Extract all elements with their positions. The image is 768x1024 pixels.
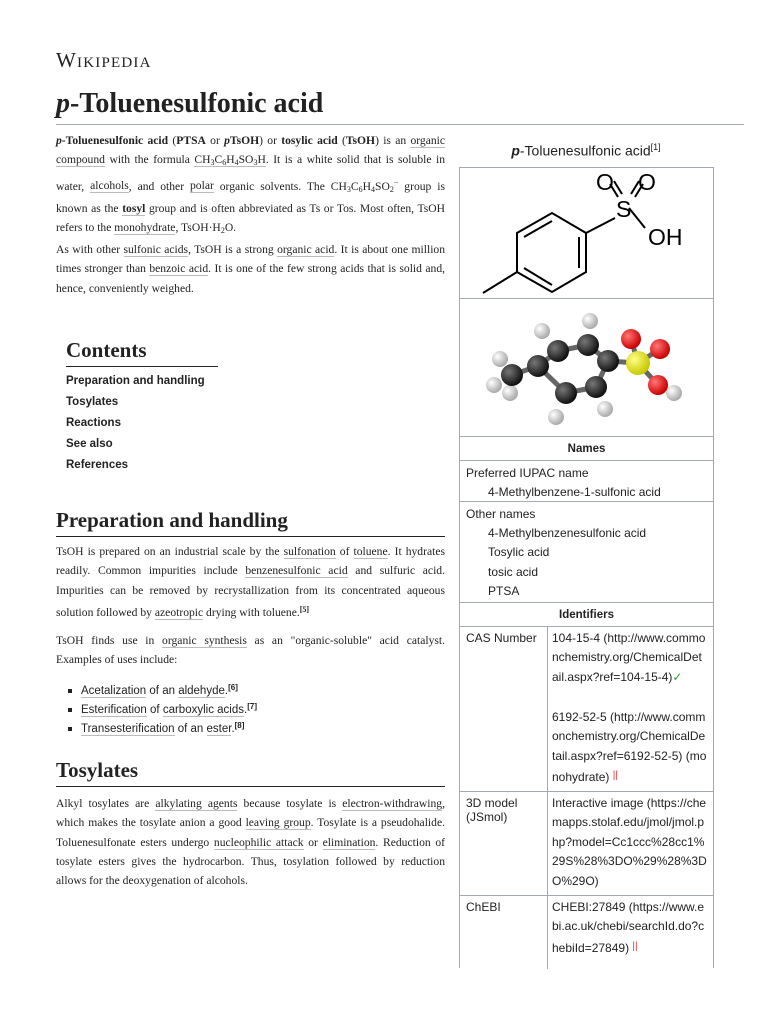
infobox-title: p-Toluenesulfonic acid[1] <box>511 142 661 159</box>
infobox-jsmol-row <box>460 791 713 896</box>
ref-5[interactable]: [5] <box>299 604 310 614</box>
link-alkylating-agents[interactable]: alkylating agents <box>155 797 238 810</box>
chebi-label: ChEBI <box>466 900 501 914</box>
wikipedia-logo[interactable]: Wikipedia <box>56 48 152 72</box>
other-name: Tosylic acid <box>488 545 550 559</box>
toc-heading: Contents <box>66 338 218 367</box>
link-sulfonation[interactable]: sulfonation <box>283 545 336 558</box>
link-tosyl[interactable]: tosyl <box>122 201 146 215</box>
section-heading-preparation: Preparation and handling <box>56 508 445 537</box>
link-transesterification[interactable]: Transesterification <box>81 723 175 735</box>
infobox-iupac-row <box>460 460 713 502</box>
uses-list <box>56 683 445 740</box>
other-name: 4-Methylbenzenesulfonic acid <box>488 526 647 540</box>
verify-icon[interactable]: || <box>632 940 638 952</box>
link-alcohols[interactable]: alcohols <box>90 179 129 193</box>
divider <box>547 896 548 969</box>
link-esterification[interactable]: Esterification <box>81 704 147 716</box>
skeletal-structure-image[interactable] <box>460 168 713 298</box>
atom-label: O <box>596 169 614 195</box>
link-benzenesulfonic-acid[interactable]: benzenesulfonic acid <box>245 564 348 578</box>
intro-paragraph-2: As with other sulfonic acids, TsOH is a strong organic acid. It is about one million times stronger than benzoic acid. It is one of the few strong acids that is solid and, hence, conveniently weighed. <box>56 243 446 295</box>
divider <box>547 792 548 896</box>
page-title: p-Toluenesulfonic acid <box>56 88 744 125</box>
toc-item-reactions[interactable]: Reactions <box>66 417 121 429</box>
c-s-bond <box>586 218 615 233</box>
iupac-label: Preferred IUPAC name <box>466 466 589 480</box>
iupac-value: 4-Methylbenzene-1-sulfonic acid <box>488 485 661 499</box>
infobox-names-header: Names <box>460 436 713 461</box>
toc-item-see-also[interactable]: See also <box>66 438 113 450</box>
cas-value-2[interactable]: 6192-52-5 (http://www.commonchemistry.org/ChemicalDetail.aspx?ref=6192-52-5) (monohydrate) || <box>552 710 707 785</box>
section-heading-tosylates: Tosylates <box>56 758 445 787</box>
ball-and-stick-model-image[interactable] <box>460 299 713 437</box>
link-monohydrate[interactable]: monohydrate <box>114 221 176 235</box>
infobox <box>459 167 714 968</box>
prep-paragraph-1: TsOH is prepared on an industrial scale by the sulfonation of toluene. It hydrates readily. Common impurities include benzenesulfonic acid and sulfuric acid. Impurities can be removed by recrystallization from its concentrated aqueous solution followed by azeotropic drying with toluene.[5] <box>56 545 445 619</box>
link-benzoic-acid[interactable]: benzoic acid <box>149 262 209 276</box>
benzene-ring <box>517 213 586 292</box>
link-azeotropic[interactable]: azeotropic <box>154 605 204 619</box>
toc-item-preparation[interactable]: Preparation and handling <box>66 375 205 387</box>
cas-value-1[interactable]: 104-15-4 (http://www.commonchemistry.org/ChemicalDetail.aspx?ref=104-15-4)✓ <box>552 631 706 684</box>
verify-icon[interactable]: || <box>612 770 618 782</box>
infobox-identifiers-header: Identifiers <box>460 602 713 627</box>
jsmol-value[interactable]: Interactive image (https://chemapps.stolaf.edu/jmol/jmol.php?model=Cc1ccc%28cc1%29S%28%3DO%29%28%3DO%29O) <box>552 796 707 888</box>
ref-8[interactable]: [8] <box>234 721 245 730</box>
methyl-bond <box>483 272 517 293</box>
link-organic-acid[interactable]: organic acid <box>277 243 335 256</box>
link-organic-compound[interactable]: organic compound <box>56 134 446 167</box>
other-names-label: Other names <box>466 507 536 521</box>
check-icon: ✓ <box>672 669 683 684</box>
link-carboxylic-acids[interactable]: carboxylic acids <box>162 704 244 716</box>
atom-label: S <box>616 196 632 222</box>
toc-item-references[interactable]: References <box>66 459 129 471</box>
cas-label: CAS Number <box>466 631 537 645</box>
ball-and-stick-row <box>460 298 713 437</box>
atom-label: OH <box>648 224 683 250</box>
jsmol-label: 3D model (JSmol) <box>466 796 518 824</box>
link-leaving-group[interactable]: leaving group <box>245 816 311 830</box>
list-item: Acetalization of an aldehyde.[6] <box>56 683 445 702</box>
toc-item-tosylates[interactable]: Tosylates <box>66 396 119 408</box>
link-formula[interactable]: $CH_3C_6H_4SO_3H$ <box>194 153 266 168</box>
atom-label: O <box>638 169 656 195</box>
list-item: Esterification of carboxylic acids.[7] <box>56 702 445 721</box>
link-organic-synthesis[interactable]: organic synthesis <box>162 634 247 647</box>
infobox-chebi-row <box>460 895 713 969</box>
infobox-other-names-row <box>460 501 713 603</box>
link-aldehyde[interactable]: aldehyde <box>178 685 225 697</box>
divider <box>547 627 548 792</box>
intro-paragraph-1: p-Toluenesulfonic acid (PTSA or pTsOH) or tosylic acid (TsOH) is an organic compound with the formula $CH_3C_6H_4SO_3H$. It is a white solid that is soluble in water, alcohols, and other polar organic solvents. The $CH_3C_6H_4SO_2^-$ group is known as the tosyl group and is often abbreviated as Ts or Tos. Most often, TsOH refers to the monohydrate, $TsOH\cdot H_2O$. <box>56 134 446 236</box>
link-nucleophilic-attack[interactable]: nucleophilic attack <box>213 835 304 849</box>
link-polar[interactable]: polar <box>190 179 214 193</box>
ref-7[interactable]: [7] <box>247 702 257 711</box>
link-toluene[interactable]: toluene <box>353 545 388 558</box>
link-electron-withdrawing[interactable]: electron-withdrawing <box>342 797 443 810</box>
link-elimination[interactable]: elimination <box>322 835 376 849</box>
other-name: PTSA <box>488 584 520 598</box>
link-acetalization[interactable]: Acetalization <box>81 685 147 697</box>
other-name: tosic acid <box>488 565 539 579</box>
ref-6[interactable]: [6] <box>228 683 238 692</box>
chebi-value[interactable]: CHEBI:27849 (https://www.ebi.ac.uk/chebi/searchId.do?chebiId=27849) || <box>552 900 705 955</box>
link-ester[interactable]: ester <box>206 723 232 735</box>
tosylates-paragraph: Alkyl tosylates are alkylating agents because tosylate is electron-withdrawing, which makes the tosylate anion a good leaving group. Tosylate is a pseudohalide. Toluenesulfonate esters undergo nucleophilic attack or elimination. Reduction of tosylate esters gives the hydrocarbon. Thus, tosylation followed by reduction allows for the deoxygenation of alcohols. <box>56 797 445 888</box>
prep-paragraph-2: TsOH finds use in organic synthesis as an "organic-soluble" acid catalyst. Examples of uses include: <box>56 634 445 667</box>
link-sulfonic-acids[interactable]: sulfonic acids <box>123 243 189 256</box>
list-item: Transesterification of an ester.[8] <box>56 721 445 740</box>
infobox-cas-row <box>460 626 713 792</box>
ref-1[interactable]: [1] <box>650 142 661 152</box>
